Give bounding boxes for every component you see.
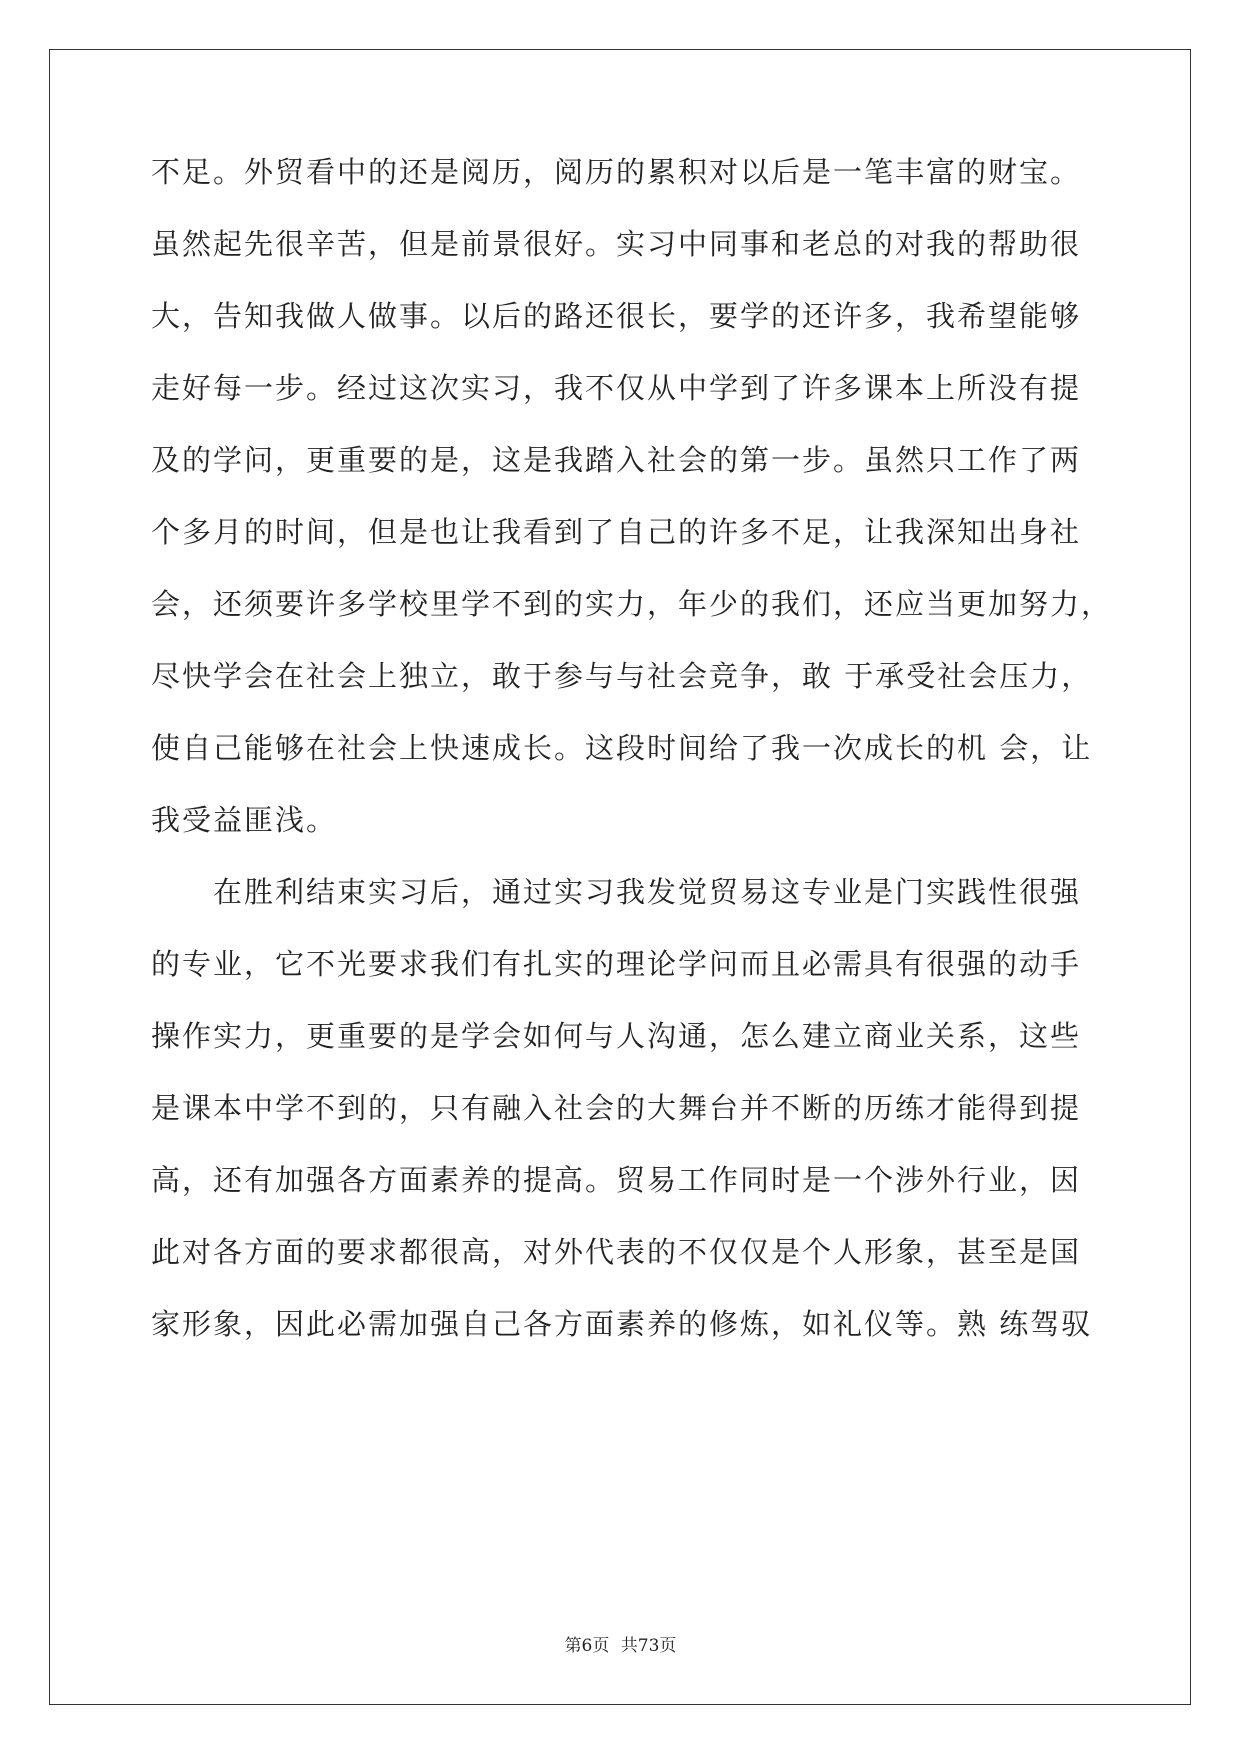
text-line: 会，还须要许多学校里学不到的实力，年少的我们，还应当更加努力， [151,587,1113,621]
text-line: 不足。外贸看中的还是阅历，阅历的累积对以后是一笔丰富的财宝。 [151,155,1082,189]
text-line: 大，告知我做人做事。以后的路还很长，要学的还许多，我希望能够 [151,299,1082,333]
text-line: 尽快学会在社会上独立，敢于参与与社会竞争，敢 于承受社会压力， [151,659,1093,693]
text-line: 此对各方面的要求都很高，对外代表的不仅仅是个人形象，甚至是国 [151,1235,1082,1269]
text-line: 使自己能够在社会上快速成长。这段时间给了我一次成长的机 会，让 [151,731,1093,765]
text-line: 我受益匪浅。 [151,803,338,837]
paragraph-first-line: 在胜利结束实习后，通过实习我发觉贸易这专业是门实践性很强 [213,875,1082,909]
text-line: 虽然起先很辛苦，但是前景很好。实习中同事和老总的对我的帮助很 [151,227,1082,261]
page-number: 第6页 [564,1636,610,1656]
total-pages: 共73页 [620,1636,677,1656]
text-line: 走好每一步。经过这次实习，我不仅从中学到了许多课本上所没有提 [151,371,1082,405]
text-line: 及的学问，更重要的是，这是我踏入社会的第一步。虽然只工作了两 [151,443,1082,477]
text-line: 操作实力，更重要的是学会如何与人沟通，怎么建立商业关系，这些 [151,1019,1082,1053]
text-line: 的专业，它不光要求我们有扎实的理论学问而且必需具有很强的动手 [151,947,1082,981]
text-line: 家形象，因此必需加强自己各方面素养的修炼，如礼仪等。熟 练驾驭 [151,1307,1093,1341]
text-line: 是课本中学不到的，只有融入社会的大舞台并不断的历练才能得到提 [151,1091,1082,1125]
page-footer [0,1631,1241,1656]
text-line: 高，还有加强各方面素养的提高。贸易工作同时是一个涉外行业，因 [151,1163,1082,1197]
text-line: 个多月的时间，但是也让我看到了自己的许多不足，让我深知出身社 [151,515,1082,549]
